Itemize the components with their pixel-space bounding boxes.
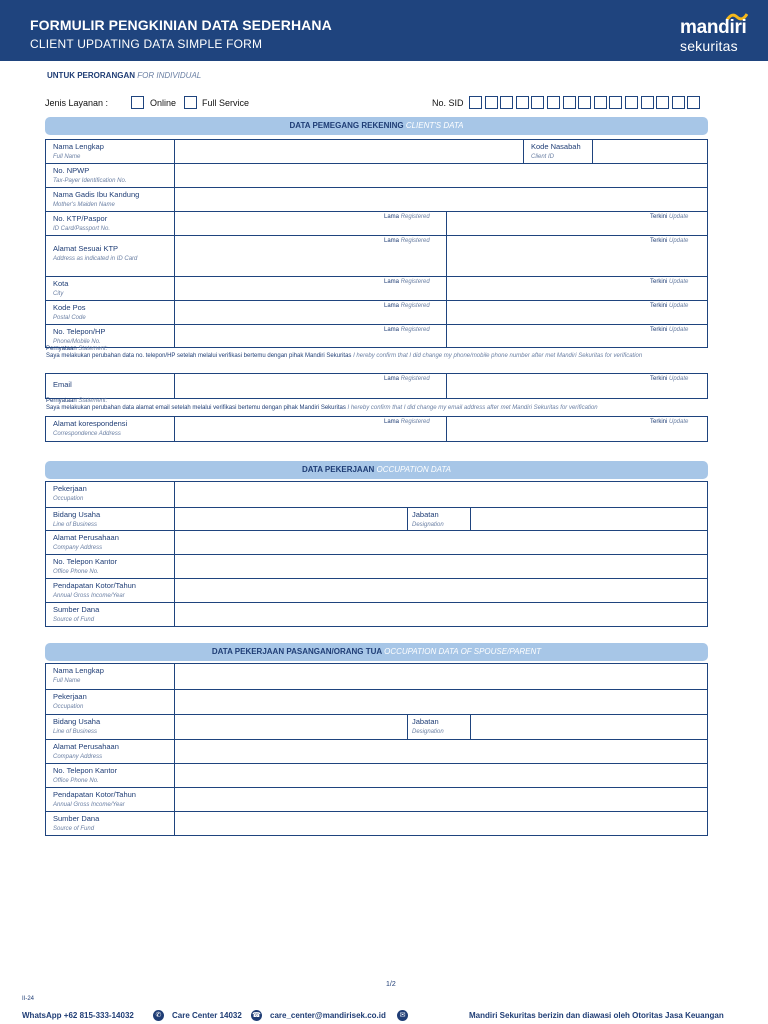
phone-registered-field[interactable]: Lama Registered [175,325,447,347]
sid-digit-box[interactable] [594,96,607,109]
phone-icon: ☎ [252,1012,261,1019]
sid-digit-box[interactable] [547,96,560,109]
chat-icon: ✉ [397,1010,408,1021]
office-phone-field[interactable] [175,555,707,578]
row-correspondence: Alamat korespondensi Correspondence Address Lama Registered Terkini Update [46,417,707,441]
row-line-of-business: Bidang Usaha Line of Business Jabatan Designation [46,508,707,531]
company-address-field[interactable] [175,531,707,554]
logo-brand: mandiri [680,17,747,38]
spouse-annual-income-field[interactable] [175,788,707,811]
full-service-checkbox[interactable] [184,96,197,109]
row-spouse-name: Nama Lengkap Full Name [46,664,707,690]
ojk-text: Mandiri Sekuritas berizin dan diawasi oleh Otoritas Jasa Keuangan [469,1011,724,1020]
row-full-name: Nama Lengkap Full Name Kode Nasabah Client ID [46,140,707,164]
annual-income-field[interactable] [175,579,707,602]
logo-sub: sekuritas [680,38,738,54]
spouse-data-band: DATA PEKERJAAN PASANGAN/ORANG TUA OCCUPATION DATA OF SPOUSE/PARENT [45,643,708,661]
page-number: 1/2 [386,981,396,988]
form-title: FORMULIR PENGKINIAN DATA SEDERHANA [30,17,332,33]
full-name-field[interactable] [175,140,524,163]
spouse-line-of-business-field[interactable] [175,715,408,739]
designation-field[interactable] [471,508,707,530]
phone-update-field[interactable]: Terkini Update [650,327,689,333]
row-spouse-company-address: Alamat Perusahaan Company Address [46,740,707,764]
occupation-field[interactable] [175,482,707,507]
full-service-label: Full Service [202,98,250,108]
occupation-data-band: DATA PEKERJAAN OCCUPATION DATA [45,461,708,479]
sid-digit-box[interactable] [531,96,544,109]
spouse-company-address-field[interactable] [175,740,707,763]
online-checkbox[interactable] [131,96,144,109]
line-of-business-field[interactable] [175,508,408,530]
mother-maiden-field[interactable] [175,188,707,211]
email-statement: Pernyataan Statement: Saya melakukan perubahan data alamat email setelah melalui verifikasi bertemu dengan pihak Mandiri Sekuritas I hereby confirm that I did change my email address after met Mandiri Sekuritas for verification [46,398,598,411]
email-table [45,373,708,399]
row-spouse-source-of-fund: Sumber Dana Source of Fund [46,812,707,835]
sid-input-boxes [469,96,703,109]
city-registered-field[interactable]: Lama Registered [175,277,447,300]
sid-digit-box[interactable] [500,96,513,109]
postal-registered-field[interactable]: Lama Registered [175,301,447,324]
ktp-update-field[interactable]: Terkini Update [650,214,689,220]
spouse-designation-field[interactable] [471,715,707,739]
correspondence-table [45,416,708,442]
spouse-name-field[interactable] [175,664,707,689]
client-id-field[interactable] [593,140,707,163]
row-annual-income: Pendapatan Kotor/Tahun Annual Gross Income/Year [46,579,707,603]
row-email: Email Lama Registered Terkini Update [46,374,707,398]
care-center-text: Care Center 14032 [172,1011,242,1020]
form-header [0,0,768,61]
sid-digit-box[interactable] [469,96,482,109]
correspondence-update-field[interactable]: Terkini Update [650,419,689,425]
sid-digit-box[interactable] [625,96,638,109]
row-npwp: No. NPWP Tax-Payer Identification No. [46,164,707,188]
sid-digit-box[interactable] [687,96,700,109]
row-phone: No. Telepon/HP Phone/Mobile No. Lama Registered Terkini Update [46,325,707,347]
sid-digit-box[interactable] [656,96,669,109]
email-update-field[interactable]: Terkini Update [650,376,689,382]
address-ktp-update-field[interactable]: Terkini Update [650,238,689,244]
service-type-label: Jenis Layanan : [45,98,109,108]
spouse-office-phone-field[interactable] [175,764,707,787]
occupation-table [45,481,708,627]
row-company-address: Alamat Perusahaan Company Address [46,531,707,555]
form-code: II-24 [22,996,35,1002]
individual-label: UNTUK PERORANGAN FOR INDIVIDUAL [47,71,202,80]
ktp-registered-field[interactable]: Lama Registered [175,212,447,235]
footer-bar [22,1010,746,1024]
row-address-ktp: Alamat Sesuai KTP Address as indicated in ID Card Lama Registered Terkini Update [46,236,707,277]
npwp-field[interactable] [175,164,707,187]
row-mother-maiden: Nama Gadis Ibu Kandung Mother's Maiden Name [46,188,707,212]
sid-digit-box[interactable] [516,96,529,109]
sid-digit-box[interactable] [641,96,654,109]
sid-digit-box[interactable] [578,96,591,109]
service-type-row [45,96,715,112]
address-ktp-registered-field[interactable]: Lama Registered [175,236,447,276]
row-city: Kota City Lama Registered Terkini Update [46,277,707,301]
online-label: Online [150,98,177,108]
correspondence-registered-field[interactable]: Lama Registered [175,417,447,441]
client-data-table [45,139,708,348]
spouse-source-of-fund-field[interactable] [175,812,707,835]
row-source-of-fund: Sumber Dana Source of Fund [46,603,707,626]
spouse-occupation-field[interactable] [175,690,707,714]
whatsapp-icon: ✆ [153,1010,164,1021]
form-subtitle: CLIENT UPDATING DATA SIMPLE FORM [30,37,263,51]
spouse-table [45,663,708,836]
whatsapp-text: WhatsApp +62 815-333-14032 [22,1011,134,1020]
row-ktp: No. KTP/Paspor ID Card/Passport No. Lama Registered Terkini Update [46,212,707,236]
email-registered-field[interactable]: Lama Registered [175,374,447,398]
row-postal-code: Kode Pos Postal Code Lama Registered Terkini Update [46,301,707,325]
sid-label: No. SID [432,98,464,108]
row-office-phone: No. Telepon Kantor Office Phone No. [46,555,707,579]
city-update-field[interactable]: Terkini Update [650,279,689,285]
phone-statement: Pernyataan Statement: Saya melakukan perubahan data no. telepon/HP setelah melalui verifikasi bertemu dengan pihak Mandiri Sekuritas I hereby confirm that I did change my phone/mobile phone number after met Mandiri Sekuritas for verification [46,346,643,359]
row-spouse-line-of-business: Bidang Usaha Line of Business Jabatan Designation [46,715,707,740]
client-data-band: DATA PEMEGANG REKENING CLIENT'S DATA [45,117,708,135]
row-occupation: Pekerjaan Occupation [46,482,707,508]
sid-digit-box[interactable] [609,96,622,109]
sid-digit-box[interactable] [485,96,498,109]
care-email-text: care_center@mandirisek.co.id [270,1011,386,1020]
postal-update-field[interactable]: Terkini Update [650,303,689,309]
sid-digit-box[interactable] [672,96,685,109]
source-of-fund-field[interactable] [175,603,707,626]
row-spouse-occupation: Pekerjaan Occupation [46,690,707,715]
sid-digit-box[interactable] [563,96,576,109]
row-spouse-office-phone: No. Telepon Kantor Office Phone No. [46,764,707,788]
row-spouse-annual-income: Pendapatan Kotor/Tahun Annual Gross Income/Year [46,788,707,812]
mandiri-sekuritas-logo [680,8,750,54]
